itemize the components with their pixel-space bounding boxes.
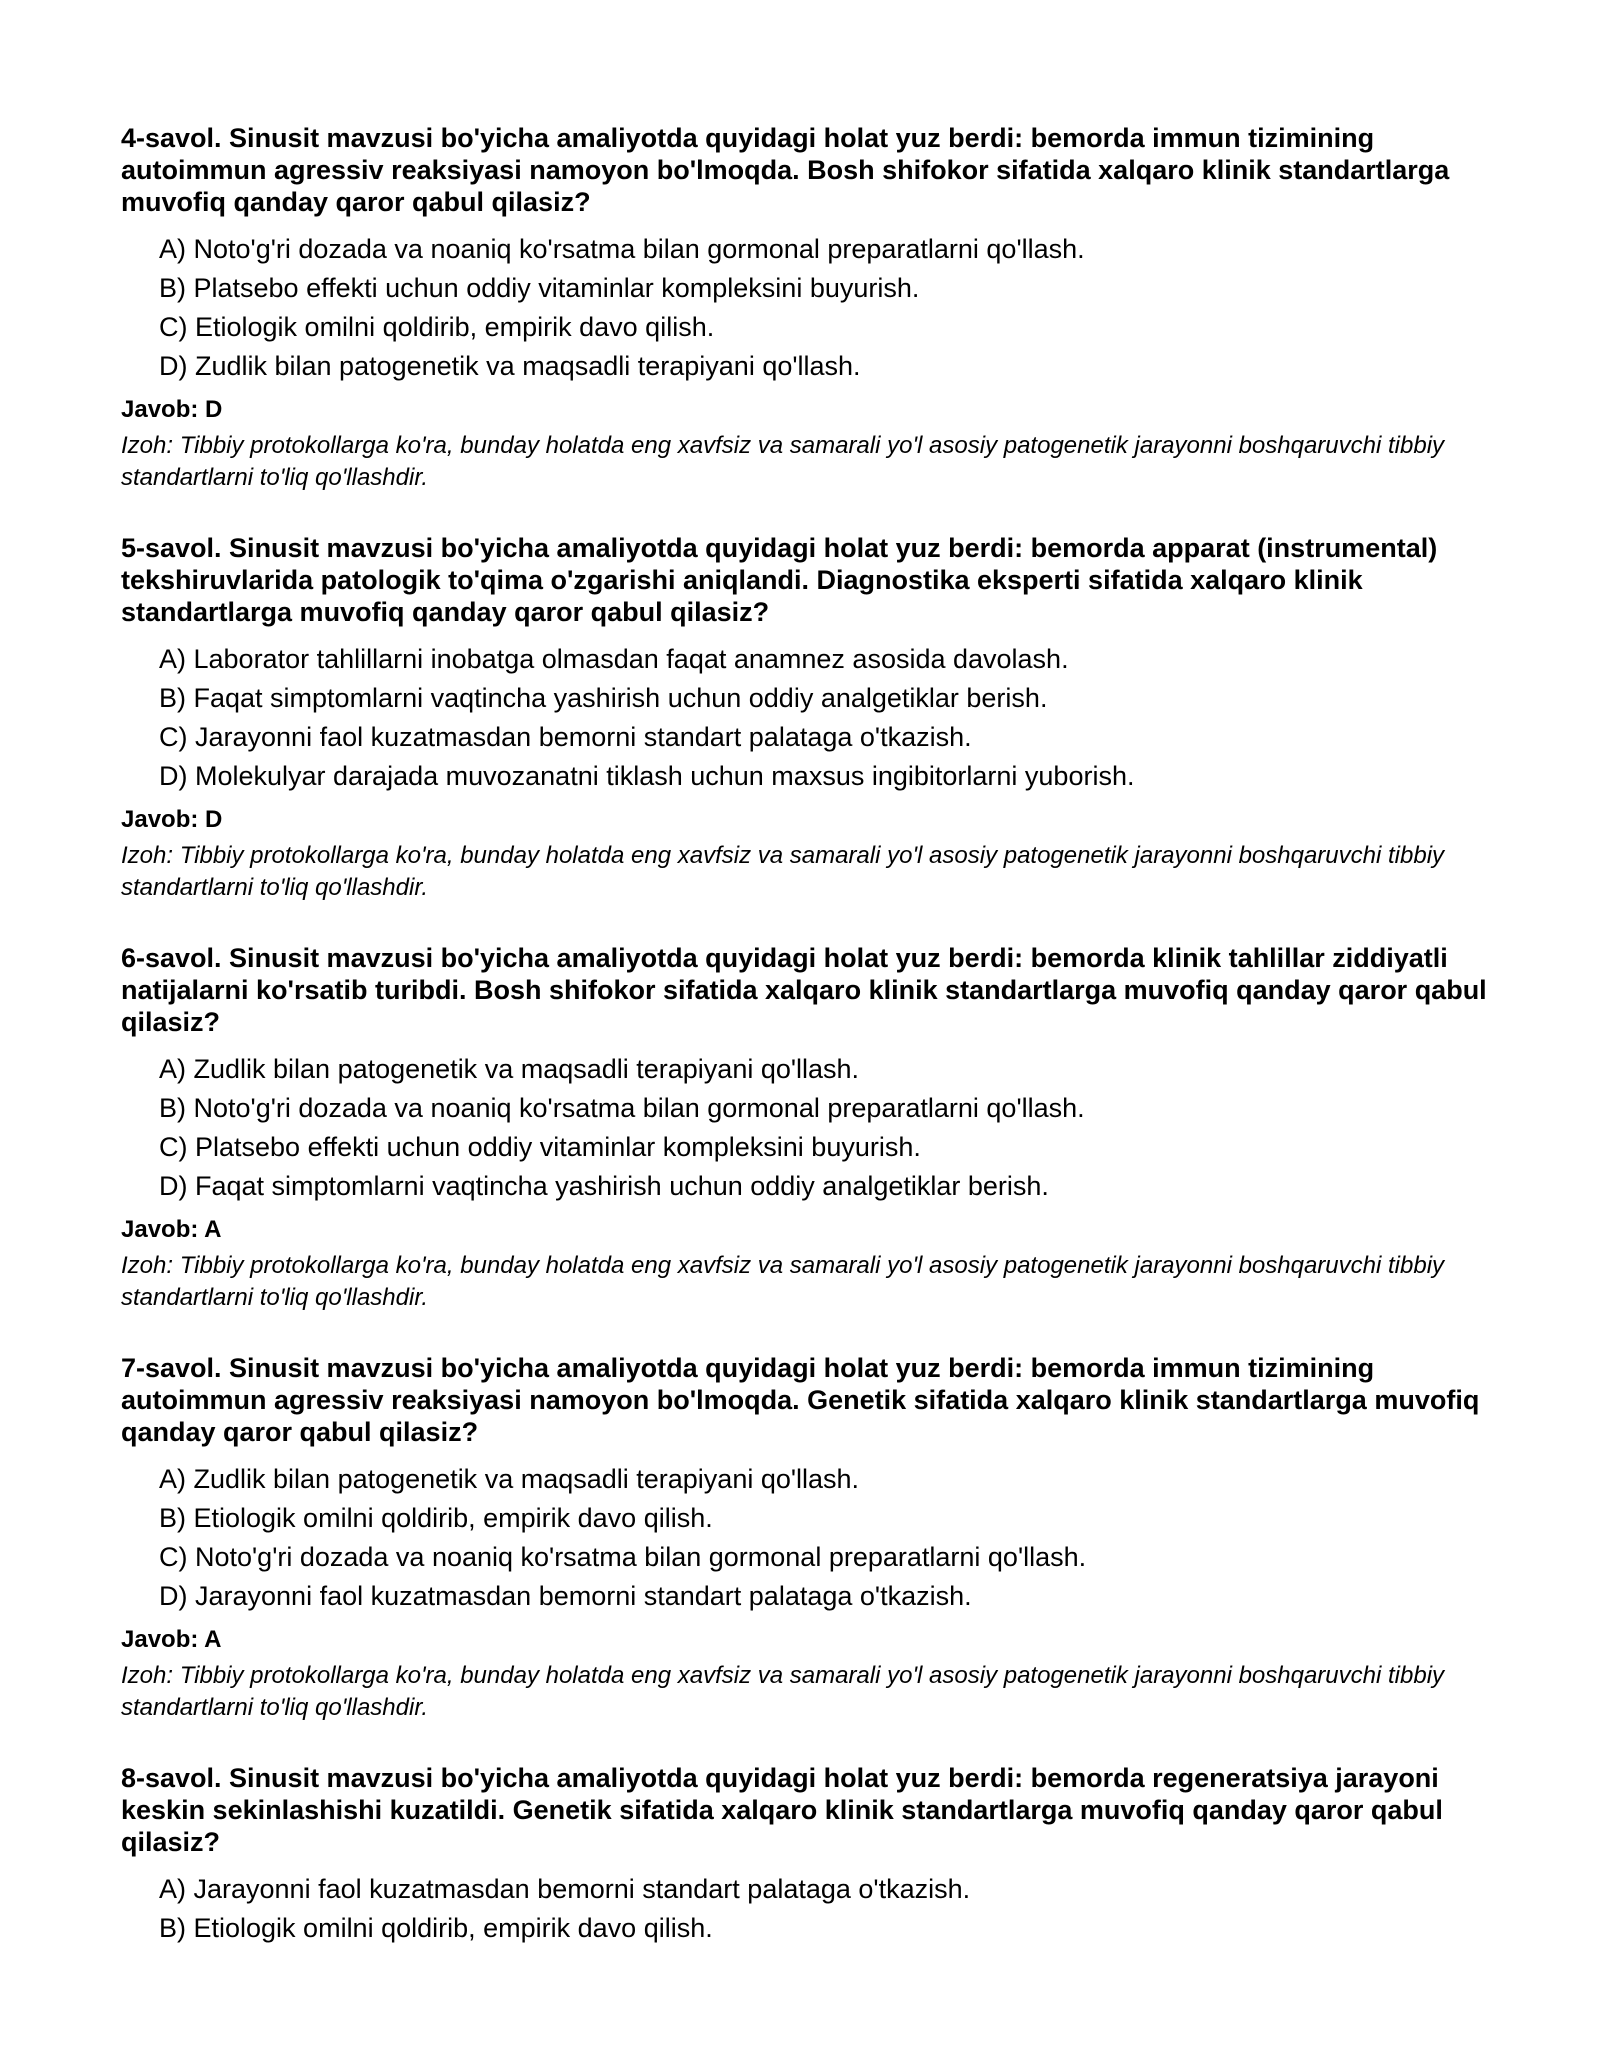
answer-text: Javob: D (121, 396, 223, 423)
option-d: D) Jarayonni faol kuzatmasdan bemorni standart palataga o'tkazish. (159, 1581, 972, 1611)
question-text: 7-savol. Sinusit mavzusi bo'yicha amaliyotda quyidagi holat yuz berdi: bemorda immun tizimining autoimmun agressiv reaksiyasi namoyon bo'lmoqda. Genetik sifatida xalqaro klinik standartlarga muvofiq qanday qaror qabul qilasiz? (121, 1353, 1480, 1447)
question-block (121, 1352, 1501, 1724)
option-a: A) Zudlik bilan patogenetik va maqsadli terapiyani qo'llash. (159, 1054, 860, 1084)
question-text: 8-savol. Sinusit mavzusi bo'yicha amaliyotda quyidagi holat yuz berdi: bemorda regeneratsiya jarayoni keskin sekinlashishi kuzatildi. Genetik sifatida xalqaro klinik standartlarga muvofiq qanday qaror qabul qilasiz? (121, 1763, 1443, 1857)
option-b: B) Etiologik omilni qoldirib, empirik davo qilish. (159, 1503, 713, 1533)
explanation-text: Izoh: Tibbiy protokollarga ko'ra, bunday holatda eng xavfsiz va samarali yo'l asosiy patogenetik jarayonni boshqaruvchi tibbiy standartlarni to'liq qo'llashdir. (121, 842, 1445, 901)
options-list (121, 1870, 1501, 1948)
option-b: B) Etiologik omilni qoldirib, empirik davo qilish. (159, 1913, 713, 1943)
options-list (121, 230, 1501, 386)
answer-text: Javob: A (121, 1626, 222, 1653)
explanation-text: Izoh: Tibbiy protokollarga ko'ra, bunday holatda eng xavfsiz va samarali yo'l asosiy patogenetik jarayonni boshqaruvchi tibbiy standartlarni to'liq qo'llashdir. (121, 1252, 1445, 1311)
options-list (121, 640, 1501, 796)
question-text: 5-savol. Sinusit mavzusi bo'yicha amaliyotda quyidagi holat yuz berdi: bemorda apparat (instrumental) tekshiruvlarida patologik to'qima o'zgarishi aniqlandi. Diagnostika eksperti sifatida xalqaro klinik standartlarga muvofiq qanday qaror qabul qilasiz? (121, 533, 1438, 627)
document-page (121, 122, 1501, 1986)
question-block (121, 942, 1501, 1314)
answer-text: Javob: D (121, 806, 223, 833)
question-text: 6-savol. Sinusit mavzusi bo'yicha amaliyotda quyidagi holat yuz berdi: bemorda klinik tahlillar ziddiyatli natijalarni ko'rsatib turibdi. Bosh shifokor sifatida xalqaro klinik standartlarga muvofiq qanday qaror qabul qilasiz? (121, 943, 1487, 1037)
question-block (121, 122, 1501, 494)
option-c: C) Platsebo effekti uchun oddiy vitaminlar kompleksini buyurish. (159, 1132, 921, 1162)
option-d: D) Molekulyar darajada muvozanatni tiklash uchun maxsus ingibitorlarni yuborish. (159, 761, 1135, 791)
option-d: D) Zudlik bilan patogenetik va maqsadli terapiyani qo'llash. (159, 351, 861, 381)
option-a: A) Laborator tahlillarni inobatga olmasdan faqat anamnez asosida davolash. (159, 644, 1069, 674)
option-a: A) Noto'g'ri dozada va noaniq ko'rsatma bilan gormonal preparatlarni qo'llash. (159, 234, 1085, 264)
option-c: C) Jarayonni faol kuzatmasdan bemorni standart palataga o'tkazish. (159, 722, 972, 752)
options-list (121, 1460, 1501, 1616)
question-block (121, 532, 1501, 904)
option-a: A) Zudlik bilan patogenetik va maqsadli terapiyani qo'llash. (159, 1464, 860, 1494)
option-c: C) Noto'g'ri dozada va noaniq ko'rsatma bilan gormonal preparatlarni qo'llash. (159, 1542, 1087, 1572)
question-text: 4-savol. Sinusit mavzusi bo'yicha amaliyotda quyidagi holat yuz berdi: bemorda immun tizimining autoimmun agressiv reaksiyasi namoyon bo'lmoqda. Bosh shifokor sifatida xalqaro klinik standartlarga muvofiq qanday qaror qabul qilasiz? (121, 123, 1450, 217)
question-block (121, 1762, 1501, 1948)
explanation-text: Izoh: Tibbiy protokollarga ko'ra, bunday holatda eng xavfsiz va samarali yo'l asosiy patogenetik jarayonni boshqaruvchi tibbiy standartlarni to'liq qo'llashdir. (121, 432, 1445, 491)
option-d: D) Faqat simptomlarni vaqtincha yashirish uchun oddiy analgetiklar berish. (159, 1171, 1049, 1201)
options-list (121, 1050, 1501, 1206)
answer-text: Javob: A (121, 1216, 222, 1243)
option-b: B) Platsebo effekti uchun oddiy vitaminlar kompleksini buyurish. (159, 273, 920, 303)
option-b: B) Noto'g'ri dozada va noaniq ko'rsatma bilan gormonal preparatlarni qo'llash. (159, 1093, 1085, 1123)
explanation-text: Izoh: Tibbiy protokollarga ko'ra, bunday holatda eng xavfsiz va samarali yo'l asosiy patogenetik jarayonni boshqaruvchi tibbiy standartlarni to'liq qo'llashdir. (121, 1662, 1445, 1721)
option-b: B) Faqat simptomlarni vaqtincha yashirish uchun oddiy analgetiklar berish. (159, 683, 1048, 713)
option-c: C) Etiologik omilni qoldirib, empirik davo qilish. (159, 312, 715, 342)
option-a: A) Jarayonni faol kuzatmasdan bemorni standart palataga o'tkazish. (159, 1874, 971, 1904)
